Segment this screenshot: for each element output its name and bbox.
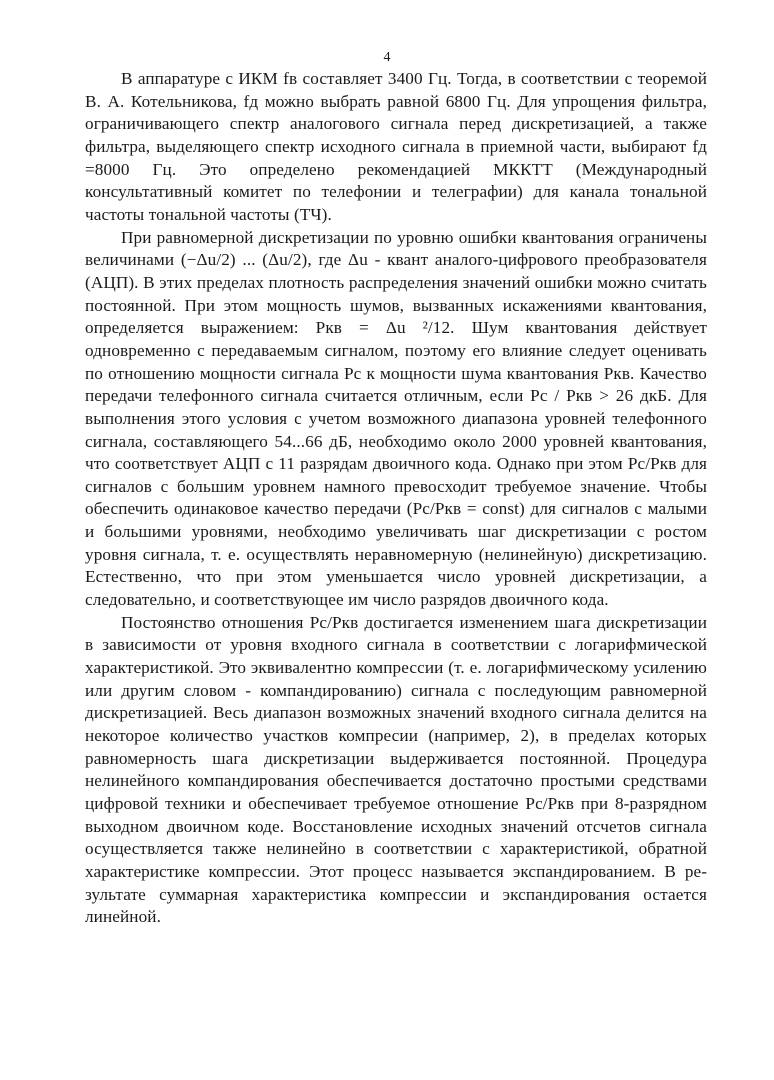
paragraph-companding: Постоянство отношения Рс/Ркв достигается изменением шага дискретизации в зависимости от уровня входного сигнала в соответствии с логарифмической характеристикой. Это эквивалентно компрессии (т. е. логарифмическому усилению или другим словом - компандированию) сигнала с последующим равномерной дискретизацией. Весь диапазон возможных значений входного сигнала делится на некоторое количество участков компресии (например, 2), в пределах которых равномерность шага дискретизации выдерживается постоянной. Процедура нелинейного компандирования обеспечивается достаточно простыми средствами цифровой техники и обеспечивает требуемое отношение Рс/Ркв при 8-разрядном выходном двоичном коде. Восстановление исходных значений отсчетов сигнала осуществляется также нелинейно в соответствии с характеристикой, обратной характеристике компрессии. Этот процесс называется экспандированием. В результате суммарная характеристика компрессии и экспандирования остается линейной. [85,612,707,927]
page-number: 4 [383,50,391,65]
paragraph-sampling-frequency: В аппаратуре с ИКМ fв составляет 3400 Гц. Тогда, в соответствии с теоремой В. А. Котельникова, fд можно выбрать равной 6800 Гц. Для упрощения фильтра, ограничивающего спектр аналогового сигнала перед дискретизацией, а также фильтра, выделяющего спектр исходного сигнала в приемной части, выбирают fд =8000 Гц. Это определено рекомендацией МККТТ (Международный консультативный комитет по телефонии и телеграфии) для канала тональной частоты тональной частоты (ТЧ). [85,69,707,224]
paragraph-quantization-noise: При равномерной дискретизации по уровню ошибки квантования ограничены величинами (−Δu/2) ... (Δu/2), где Δu - квант аналого-цифрового преобразователя (АЦП). В этих пределах плотность распределения значений ошибки можно считать постоянной. При этом мощность шумов, вызванных искажениями квантования, определяется выражением: Ркв = Δu ²/12. Шум квантования действует одновременно с передаваемым сигналом, поэтому его влияние следует оценивать по отношению мощности сигнала Рс к мощности шума квантования Ркв. Качество передачи телефонного сигнала считается отличным, если Рс / Ркв > 26 дкБ. Для выполнения этого условия с учетом возможного диапазона уровней телефонного сигнала, составляющего 54...66 дБ, необходимо около 2000 уровней квантования, что соответствует АЦП с 11 разрядам двоичного кода. Однако при этом Рс/Ркв для сигналов с большим уровнем намного превосходит требуемое значение. Чтобы обеспечить одинаковое качество передачи (Рс/Ркв = const) для сигналов с малыми и большими уровнями, необходимо увеличивать шаг дискретизации с ростом уровня сигнала, т. е. осуществлять неравномерную (нелинейную) дискретизацию. Естественно, что при этом уменьшается число уровней дискретизации, а следовательно, и соответствующее им число разрядов двоичного кода. [85,227,707,610]
body-text [85,68,707,929]
